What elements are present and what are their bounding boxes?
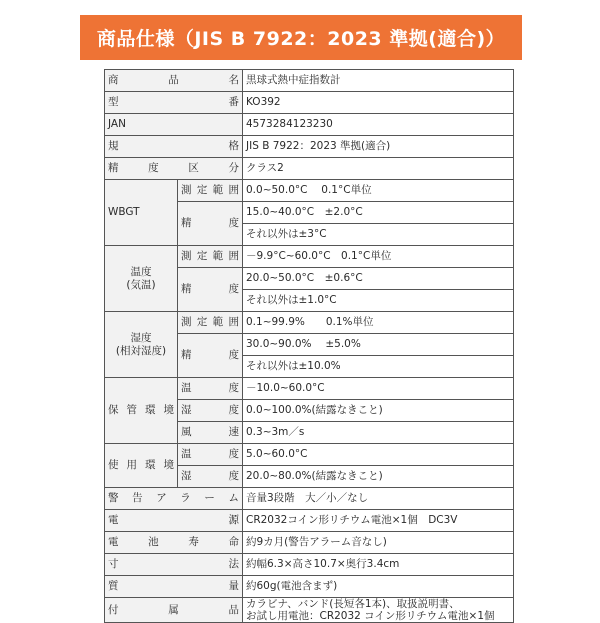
label-humidity-line2: (相対湿度) xyxy=(115,344,167,357)
row-standard xyxy=(105,136,514,158)
row-jan xyxy=(105,114,514,136)
label-storage-humid: 湿度 xyxy=(178,400,243,422)
value-accuracy-class: クラス2 xyxy=(243,158,514,180)
value-temp-accuracy-line2: それ以外は±1.0°C xyxy=(243,290,514,312)
label-temperature-line1: 温度 xyxy=(130,266,152,279)
row-dimensions xyxy=(105,554,514,576)
spec-title-banner xyxy=(80,15,522,60)
label-temp-accuracy: 精度 xyxy=(178,268,243,312)
label-temperature-line2: (気温) xyxy=(126,278,156,291)
label-weight: 質量 xyxy=(105,576,243,598)
row-alarm xyxy=(105,488,514,510)
value-dimensions: 約幅6.3×高さ10.7×奥行3.4cm xyxy=(243,554,514,576)
label-operating: 使用環境 xyxy=(105,444,178,488)
label-humidity-line1: 湿度 xyxy=(130,332,152,345)
label-dimensions: 寸法 xyxy=(105,554,243,576)
value-storage-humid: 0.0~100.0%(結露なきこと) xyxy=(243,400,514,422)
value-storage-wind: 0.3~3m／s xyxy=(243,422,514,444)
value-operating-temp: 5.0~60.0°C xyxy=(243,444,514,466)
label-accuracy-class: 精度区分 xyxy=(105,158,243,180)
row-operating-temp xyxy=(105,444,514,466)
label-model: 型番 xyxy=(105,92,243,114)
value-operating-humid: 20.0~80.0%(結露なきこと) xyxy=(243,466,514,488)
label-power: 電源 xyxy=(105,510,243,532)
label-wbgt: WBGT xyxy=(105,180,178,246)
value-battery-life: 約9カ月(警告アラーム音なし) xyxy=(243,532,514,554)
value-humid-accuracy-line1: 30.0~90.0% ±5.0% xyxy=(243,334,514,356)
label-humidity xyxy=(105,312,178,378)
label-operating-humid: 湿度 xyxy=(178,466,243,488)
spec-title: 商品仕様（JIS B 7922：2023 準拠(適合)） xyxy=(96,28,506,50)
value-alarm: 音量3段階 大／小／なし xyxy=(243,488,514,510)
row-battery-life xyxy=(105,532,514,554)
value-wbgt-accuracy-line1: 15.0~40.0°C ±2.0°C xyxy=(243,202,514,224)
value-humid-range: 0.1~99.9% 0.1%単位 xyxy=(243,312,514,334)
spec-table xyxy=(104,69,514,623)
label-humid-accuracy: 精度 xyxy=(178,334,243,378)
value-jan: 4573284123230 xyxy=(243,114,514,136)
value-wbgt-range: 0.0~50.0°C 0.1°C単位 xyxy=(243,180,514,202)
row-weight xyxy=(105,576,514,598)
value-accessories-line1: カラビナ、バンド(長短各1本)、取扱説明書、 xyxy=(246,598,460,610)
label-operating-temp: 温度 xyxy=(178,444,243,466)
row-humid-range xyxy=(105,312,514,334)
value-model: KO392 xyxy=(243,92,514,114)
value-product-name: 黒球式熱中症指数計 xyxy=(243,70,514,92)
row-product-name xyxy=(105,70,514,92)
value-standard: JIS B 7922：2023 準拠(適合) xyxy=(243,136,514,158)
value-storage-temp: －10.0~60.0°C xyxy=(243,378,514,400)
value-humid-accuracy-line2: それ以外は±10.0% xyxy=(243,356,514,378)
label-temp-range: 測定範囲 xyxy=(178,246,243,268)
label-storage-temp: 温度 xyxy=(178,378,243,400)
row-power xyxy=(105,510,514,532)
value-power: CR2032コイン形リチウム電池×1個 DC3V xyxy=(243,510,514,532)
value-accessories-line2: お試し用電池：CR2032 コイン形リチウム電池×1個 xyxy=(246,610,495,623)
row-wbgt-range xyxy=(105,180,514,202)
value-weight: 約60g(電池含まず) xyxy=(243,576,514,598)
label-battery-life: 電池寿命 xyxy=(105,532,243,554)
row-storage-temp xyxy=(105,378,514,400)
label-storage: 保管環境 xyxy=(105,378,178,444)
label-alarm: 警告アラーム xyxy=(105,488,243,510)
value-accessories xyxy=(243,598,514,623)
label-storage-wind: 風速 xyxy=(178,422,243,444)
value-temp-accuracy-line1: 20.0~50.0°C ±0.6°C xyxy=(243,268,514,290)
value-temp-range: －9.9°C~60.0°C 0.1°C単位 xyxy=(243,246,514,268)
value-wbgt-accuracy-line2: それ以外は±3°C xyxy=(243,224,514,246)
row-temp-range xyxy=(105,246,514,268)
label-wbgt-accuracy: 精度 xyxy=(178,202,243,246)
label-jan: JAN xyxy=(105,114,243,136)
label-product-name: 商品名 xyxy=(105,70,243,92)
row-model xyxy=(105,92,514,114)
label-accessories: 付属品 xyxy=(105,598,243,623)
row-accessories xyxy=(105,598,514,623)
label-wbgt-range: 測定範囲 xyxy=(178,180,243,202)
label-standard: 規格 xyxy=(105,136,243,158)
row-accuracy-class xyxy=(105,158,514,180)
label-temperature xyxy=(105,246,178,312)
label-humid-range: 測定範囲 xyxy=(178,312,243,334)
